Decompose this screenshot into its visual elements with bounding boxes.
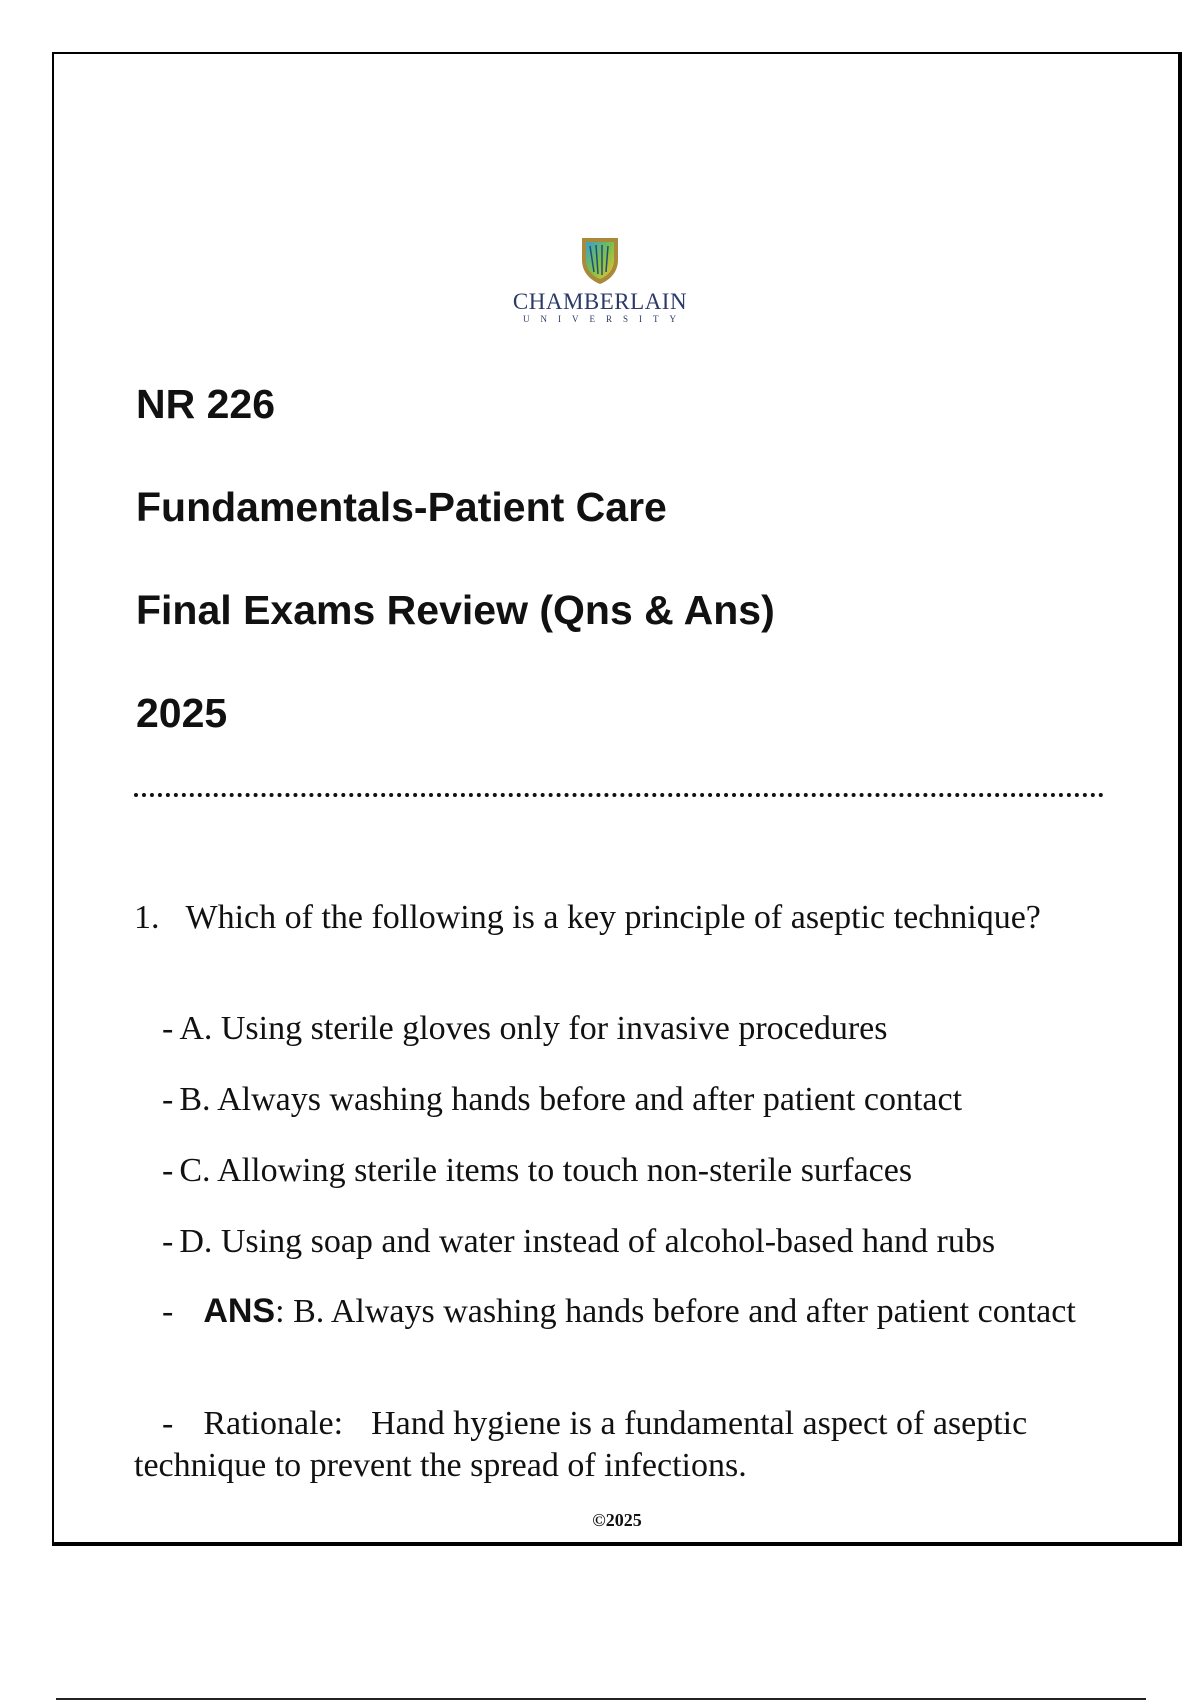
shield-crest-icon [580, 236, 620, 286]
answer-dash: - [162, 1293, 174, 1330]
dotted-divider [134, 793, 1104, 797]
option-a [134, 1008, 1122, 1050]
option-dash: - [162, 1081, 174, 1118]
document-title-heading: Final Exams Review (Qns & Ans) [136, 587, 775, 633]
year-heading: 2025 [136, 690, 228, 736]
university-logo [500, 236, 700, 324]
option-text: B. Always washing hands before and after patient contact [179, 1081, 963, 1118]
answer-line [134, 1290, 1094, 1333]
answer-text: : B. Always washing hands before and after patient contact [275, 1293, 1076, 1330]
option-dash: - [162, 1152, 174, 1189]
option-dash: - [162, 1010, 174, 1047]
answer-label: ANS [203, 1292, 276, 1330]
option-d [134, 1221, 1122, 1263]
logo-subtitle: UNIVERSITY [523, 314, 687, 324]
copyright-footer: ©2025 [592, 1510, 642, 1530]
course-title-heading: Fundamentals-Patient Care [136, 484, 667, 530]
option-text: C. Allowing sterile items to touch non-sterile surfaces [179, 1152, 913, 1189]
logo-name: CHAMBERLAIN [512, 289, 688, 314]
question-text [134, 897, 1094, 939]
option-text: A. Using sterile gloves only for invasive procedures [179, 1010, 888, 1047]
course-code-heading: NR 226 [136, 381, 276, 427]
question-body: Which of the following is a key principle of aseptic technique? [185, 899, 1041, 936]
option-text: D. Using soap and water instead of alcohol-based hand rubs [179, 1223, 996, 1260]
rationale-text: Hand hygiene is a fundamental aspect of aseptic technique to prevent the spread of infections. [134, 1405, 1028, 1484]
option-c [134, 1150, 1122, 1192]
option-b [134, 1079, 1122, 1121]
option-dash: - [162, 1223, 174, 1260]
rationale-label: Rationale: [203, 1405, 344, 1442]
rationale-line [134, 1403, 1094, 1487]
question-number: 1. [134, 899, 160, 936]
rationale-dash: - [162, 1405, 174, 1442]
